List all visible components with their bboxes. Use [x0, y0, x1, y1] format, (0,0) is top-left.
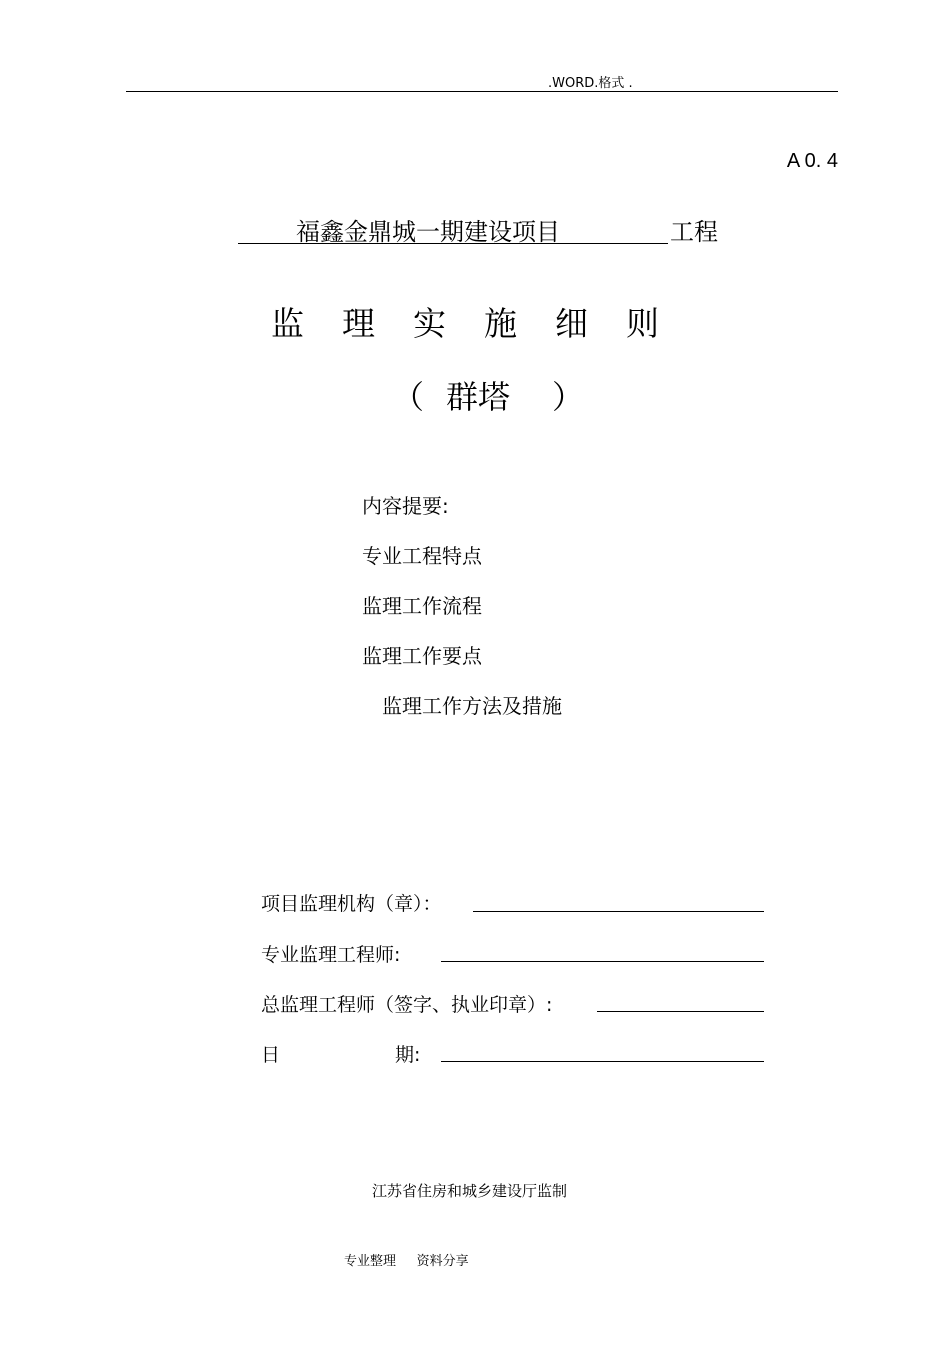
signature-label-specialist-engineer: 专业监理工程师: [261, 944, 401, 966]
signature-line-specialist-engineer [441, 961, 764, 962]
signature-label-agency-seal: 项目监理机构（章）： [261, 893, 442, 915]
document-subtitle: 群塔 [446, 378, 511, 416]
project-name: 福鑫金鼎城一期建设项目 [296, 218, 560, 246]
project-suffix: 工程 [670, 218, 718, 246]
subtitle-close-paren: ） [552, 378, 585, 416]
signature-label-chief-engineer: 总监理工程师（签字、执业印章）: [261, 994, 553, 1016]
footer-note: 专业整理 资料分享 [344, 1254, 469, 1269]
contents-item: 监理工作要点 [362, 644, 482, 668]
contents-item: 专业工程特点 [362, 544, 482, 568]
contents-item: 监理工作流程 [362, 594, 482, 618]
subtitle-open-paren: （ [392, 378, 425, 416]
signature-line-chief-engineer [597, 1011, 764, 1012]
footer-organization: 江苏省住房和城乡建设厅监制 [372, 1182, 568, 1200]
signature-label-date-left: 日 [261, 1044, 281, 1066]
document-title: 监理实施细则 [271, 304, 697, 343]
header-text: .WORD.格式 . [548, 76, 633, 91]
signature-line-agency-seal [473, 911, 764, 912]
signature-line-date [441, 1061, 764, 1062]
signature-label-date-right: 期: [395, 1044, 421, 1066]
header-divider [126, 91, 838, 92]
contents-item: 监理工作方法及措施 [382, 694, 562, 718]
form-code: A 0. 4 [786, 150, 838, 172]
contents-heading: 内容提要: [362, 494, 449, 518]
